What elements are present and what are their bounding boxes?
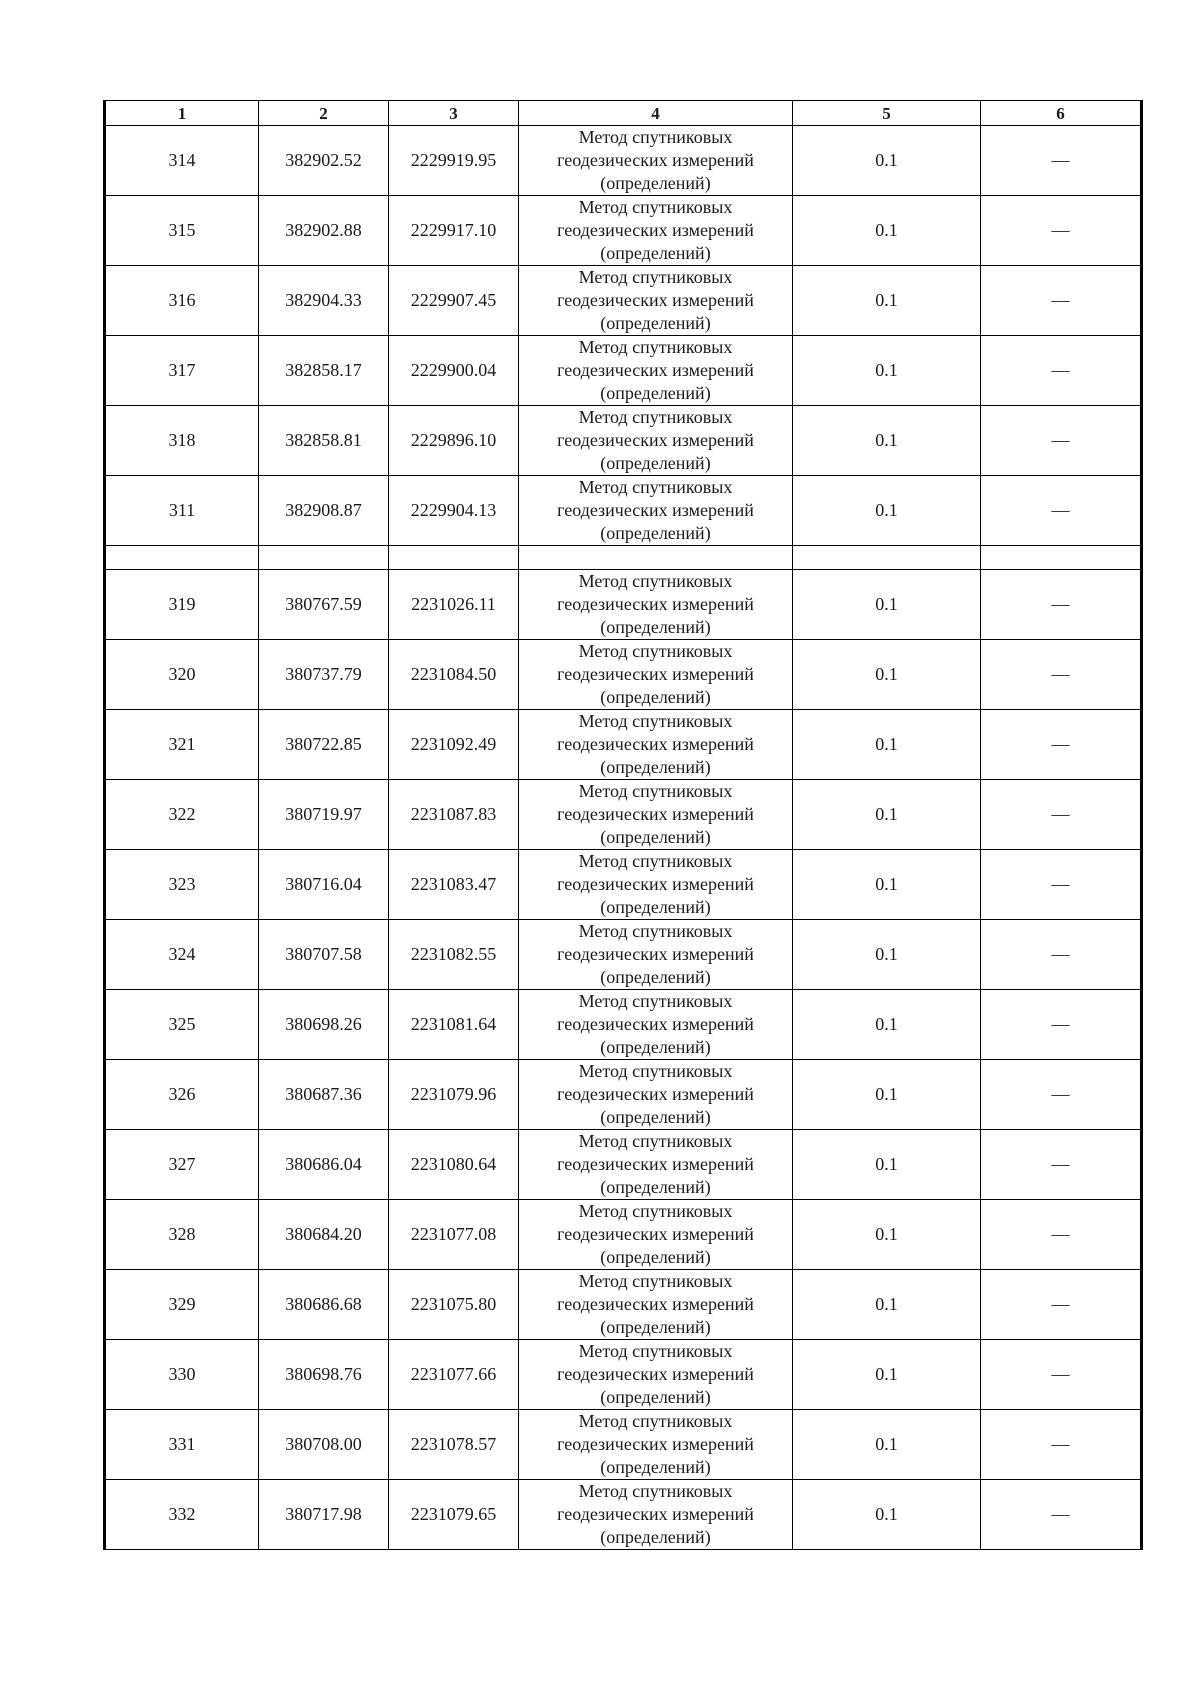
note-cell: — bbox=[981, 780, 1142, 850]
y-coordinate-cell: 2231078.57 bbox=[389, 1410, 519, 1480]
y-coordinate-cell: 2229900.04 bbox=[389, 336, 519, 406]
method-line: (определений) bbox=[600, 897, 711, 917]
method-line: геодезических измерений bbox=[557, 1224, 754, 1244]
point-number-cell: 325 bbox=[105, 990, 259, 1060]
precision-cell: 0.1 bbox=[793, 920, 981, 990]
column-header-2: 2 bbox=[259, 101, 389, 126]
precision-cell: 0.1 bbox=[793, 1060, 981, 1130]
point-number-cell: 328 bbox=[105, 1200, 259, 1270]
precision-cell: 0.1 bbox=[793, 266, 981, 336]
method-line: Метод спутниковых bbox=[578, 1201, 733, 1221]
table-row bbox=[105, 406, 1142, 476]
table-row bbox=[105, 1270, 1142, 1340]
method-line: (определений) bbox=[600, 1037, 711, 1057]
note-cell: — bbox=[981, 476, 1142, 546]
precision-cell: 0.1 bbox=[793, 1410, 981, 1480]
method-line: (определений) bbox=[600, 1317, 711, 1337]
method-line: (определений) bbox=[600, 523, 711, 543]
y-coordinate-cell: 2231077.66 bbox=[389, 1340, 519, 1410]
precision-cell: 0.1 bbox=[793, 406, 981, 476]
method-line: геодезических измерений bbox=[557, 1364, 754, 1384]
method-line: (определений) bbox=[600, 757, 711, 777]
x-coordinate-cell: 380737.79 bbox=[259, 640, 389, 710]
method-line: геодезических измерений bbox=[557, 1014, 754, 1034]
point-number-cell: 323 bbox=[105, 850, 259, 920]
method-line: (определений) bbox=[600, 617, 711, 637]
precision-cell: 0.1 bbox=[793, 336, 981, 406]
method-line: Метод спутниковых bbox=[578, 197, 733, 217]
precision-cell: 0.1 bbox=[793, 1200, 981, 1270]
method-line: Метод спутниковых bbox=[578, 781, 733, 801]
table-row bbox=[105, 990, 1142, 1060]
method-line: (определений) bbox=[600, 173, 711, 193]
method-line: геодезических измерений bbox=[557, 664, 754, 684]
y-coordinate-cell: 2231079.96 bbox=[389, 1060, 519, 1130]
column-header-3: 3 bbox=[389, 101, 519, 126]
note-cell: — bbox=[981, 1340, 1142, 1410]
method-cell bbox=[519, 1340, 793, 1410]
table-row bbox=[105, 196, 1142, 266]
note-cell: — bbox=[981, 1130, 1142, 1200]
table-row bbox=[105, 1130, 1142, 1200]
method-cell bbox=[519, 1130, 793, 1200]
table-row bbox=[105, 476, 1142, 546]
method-line: (определений) bbox=[600, 1527, 711, 1547]
table-row bbox=[105, 1480, 1142, 1550]
table-body bbox=[105, 126, 1142, 1550]
method-cell bbox=[519, 336, 793, 406]
method-cell bbox=[519, 406, 793, 476]
y-coordinate-cell: 2231075.80 bbox=[389, 1270, 519, 1340]
x-coordinate-cell: 382858.81 bbox=[259, 406, 389, 476]
point-number-cell: 314 bbox=[105, 126, 259, 196]
point-number-cell: 320 bbox=[105, 640, 259, 710]
precision-cell: 0.1 bbox=[793, 126, 981, 196]
method-line: геодезических измерений bbox=[557, 804, 754, 824]
method-line: Метод спутниковых bbox=[578, 921, 733, 941]
y-coordinate-cell: 2231087.83 bbox=[389, 780, 519, 850]
point-number-cell: 324 bbox=[105, 920, 259, 990]
x-coordinate-cell: 380767.59 bbox=[259, 570, 389, 640]
x-coordinate-cell: 380686.68 bbox=[259, 1270, 389, 1340]
x-coordinate-cell: 380707.58 bbox=[259, 920, 389, 990]
empty-cell bbox=[981, 546, 1142, 570]
x-coordinate-cell: 380698.26 bbox=[259, 990, 389, 1060]
column-header-5: 5 bbox=[793, 101, 981, 126]
method-line: геодезических измерений bbox=[557, 1294, 754, 1314]
table-row bbox=[105, 1060, 1142, 1130]
x-coordinate-cell: 380698.76 bbox=[259, 1340, 389, 1410]
x-coordinate-cell: 382902.52 bbox=[259, 126, 389, 196]
method-line: Метод спутниковых bbox=[578, 1341, 733, 1361]
precision-cell: 0.1 bbox=[793, 1130, 981, 1200]
method-cell bbox=[519, 1060, 793, 1130]
point-number-cell: 329 bbox=[105, 1270, 259, 1340]
column-header-1: 1 bbox=[105, 101, 259, 126]
y-coordinate-cell: 2231084.50 bbox=[389, 640, 519, 710]
note-cell: — bbox=[981, 710, 1142, 780]
x-coordinate-cell: 380684.20 bbox=[259, 1200, 389, 1270]
point-number-cell: 316 bbox=[105, 266, 259, 336]
empty-cell bbox=[793, 546, 981, 570]
method-line: геодезических измерений bbox=[557, 1504, 754, 1524]
method-line: Метод спутниковых bbox=[578, 1061, 733, 1081]
y-coordinate-cell: 2231079.65 bbox=[389, 1480, 519, 1550]
method-line: геодезических измерений bbox=[557, 944, 754, 964]
point-number-cell: 321 bbox=[105, 710, 259, 780]
method-line: Метод спутниковых bbox=[578, 1131, 733, 1151]
note-cell: — bbox=[981, 990, 1142, 1060]
table-spacer-row bbox=[105, 546, 1142, 570]
method-line: геодезических измерений bbox=[557, 290, 754, 310]
method-cell bbox=[519, 990, 793, 1060]
note-cell: — bbox=[981, 336, 1142, 406]
header-row bbox=[105, 101, 1142, 126]
coordinates-table bbox=[103, 100, 1143, 1550]
precision-cell: 0.1 bbox=[793, 850, 981, 920]
method-cell bbox=[519, 710, 793, 780]
note-cell: — bbox=[981, 1410, 1142, 1480]
method-cell bbox=[519, 1270, 793, 1340]
precision-cell: 0.1 bbox=[793, 1480, 981, 1550]
method-cell bbox=[519, 266, 793, 336]
method-line: Метод спутниковых bbox=[578, 1271, 733, 1291]
y-coordinate-cell: 2229917.10 bbox=[389, 196, 519, 266]
table-row bbox=[105, 126, 1142, 196]
y-coordinate-cell: 2229907.45 bbox=[389, 266, 519, 336]
method-line: (определений) bbox=[600, 1247, 711, 1267]
table-row bbox=[105, 920, 1142, 990]
method-line: геодезических измерений bbox=[557, 734, 754, 754]
method-line: (определений) bbox=[600, 967, 711, 987]
point-number-cell: 331 bbox=[105, 1410, 259, 1480]
y-coordinate-cell: 2231077.08 bbox=[389, 1200, 519, 1270]
method-line: геодезических измерений bbox=[557, 220, 754, 240]
precision-cell: 0.1 bbox=[793, 640, 981, 710]
point-number-cell: 318 bbox=[105, 406, 259, 476]
precision-cell: 0.1 bbox=[793, 710, 981, 780]
method-line: Метод спутниковых bbox=[578, 407, 733, 427]
method-line: геодезических измерений bbox=[557, 1154, 754, 1174]
method-cell bbox=[519, 850, 793, 920]
method-line: Метод спутниковых bbox=[578, 641, 733, 661]
method-line: Метод спутниковых bbox=[578, 711, 733, 731]
table-row bbox=[105, 570, 1142, 640]
note-cell: — bbox=[981, 1480, 1142, 1550]
precision-cell: 0.1 bbox=[793, 780, 981, 850]
method-cell bbox=[519, 1410, 793, 1480]
x-coordinate-cell: 382902.88 bbox=[259, 196, 389, 266]
point-number-cell: 326 bbox=[105, 1060, 259, 1130]
method-line: Метод спутниковых bbox=[578, 477, 733, 497]
method-cell bbox=[519, 126, 793, 196]
method-cell bbox=[519, 640, 793, 710]
table-row bbox=[105, 1200, 1142, 1270]
y-coordinate-cell: 2231080.64 bbox=[389, 1130, 519, 1200]
method-line: геодезических измерений bbox=[557, 594, 754, 614]
note-cell: — bbox=[981, 126, 1142, 196]
note-cell: — bbox=[981, 570, 1142, 640]
y-coordinate-cell: 2231026.11 bbox=[389, 570, 519, 640]
empty-cell bbox=[259, 546, 389, 570]
y-coordinate-cell: 2229919.95 bbox=[389, 126, 519, 196]
method-line: геодезических измерений bbox=[557, 1434, 754, 1454]
method-line: Метод спутниковых bbox=[578, 851, 733, 871]
method-line: (определений) bbox=[600, 1107, 711, 1127]
method-line: (определений) bbox=[600, 1387, 711, 1407]
method-cell bbox=[519, 570, 793, 640]
point-number-cell: 327 bbox=[105, 1130, 259, 1200]
method-line: Метод спутниковых bbox=[578, 1411, 733, 1431]
x-coordinate-cell: 380687.36 bbox=[259, 1060, 389, 1130]
empty-cell bbox=[105, 546, 259, 570]
method-line: (определений) bbox=[600, 453, 711, 473]
method-line: геодезических измерений bbox=[557, 360, 754, 380]
x-coordinate-cell: 380722.85 bbox=[259, 710, 389, 780]
point-number-cell: 322 bbox=[105, 780, 259, 850]
point-number-cell: 319 bbox=[105, 570, 259, 640]
note-cell: — bbox=[981, 1060, 1142, 1130]
x-coordinate-cell: 380708.00 bbox=[259, 1410, 389, 1480]
point-number-cell: 317 bbox=[105, 336, 259, 406]
x-coordinate-cell: 380719.97 bbox=[259, 780, 389, 850]
note-cell: — bbox=[981, 266, 1142, 336]
method-line: Метод спутниковых bbox=[578, 571, 733, 591]
method-cell bbox=[519, 1480, 793, 1550]
table-row bbox=[105, 266, 1142, 336]
table-row bbox=[105, 780, 1142, 850]
point-number-cell: 311 bbox=[105, 476, 259, 546]
precision-cell: 0.1 bbox=[793, 196, 981, 266]
method-line: геодезических измерений bbox=[557, 1084, 754, 1104]
table-row bbox=[105, 1340, 1142, 1410]
column-header-6: 6 bbox=[981, 101, 1142, 126]
note-cell: — bbox=[981, 640, 1142, 710]
point-number-cell: 315 bbox=[105, 196, 259, 266]
y-coordinate-cell: 2231092.49 bbox=[389, 710, 519, 780]
note-cell: — bbox=[981, 196, 1142, 266]
note-cell: — bbox=[981, 1270, 1142, 1340]
table-row bbox=[105, 710, 1142, 780]
method-line: (определений) bbox=[600, 1457, 711, 1477]
method-line: (определений) bbox=[600, 243, 711, 263]
method-line: геодезических измерений bbox=[557, 430, 754, 450]
point-number-cell: 332 bbox=[105, 1480, 259, 1550]
method-line: Метод спутниковых bbox=[578, 337, 733, 357]
method-cell bbox=[519, 1200, 793, 1270]
precision-cell: 0.1 bbox=[793, 1340, 981, 1410]
table-row bbox=[105, 850, 1142, 920]
note-cell: — bbox=[981, 1200, 1142, 1270]
method-line: (определений) bbox=[600, 313, 711, 333]
note-cell: — bbox=[981, 406, 1142, 476]
method-line: (определений) bbox=[600, 1177, 711, 1197]
method-line: Метод спутниковых bbox=[578, 267, 733, 287]
y-coordinate-cell: 2231081.64 bbox=[389, 990, 519, 1060]
table-row bbox=[105, 640, 1142, 710]
method-line: Метод спутниковых bbox=[578, 127, 733, 147]
method-line: Метод спутниковых bbox=[578, 1481, 733, 1501]
method-line: геодезических измерений bbox=[557, 500, 754, 520]
empty-cell bbox=[389, 546, 519, 570]
point-number-cell: 330 bbox=[105, 1340, 259, 1410]
method-cell bbox=[519, 476, 793, 546]
method-cell bbox=[519, 780, 793, 850]
method-line: (определений) bbox=[600, 827, 711, 847]
precision-cell: 0.1 bbox=[793, 476, 981, 546]
method-line: (определений) bbox=[600, 383, 711, 403]
method-line: Метод спутниковых bbox=[578, 991, 733, 1011]
empty-cell bbox=[519, 546, 793, 570]
y-coordinate-cell: 2231082.55 bbox=[389, 920, 519, 990]
x-coordinate-cell: 382858.17 bbox=[259, 336, 389, 406]
x-coordinate-cell: 380717.98 bbox=[259, 1480, 389, 1550]
y-coordinate-cell: 2229904.13 bbox=[389, 476, 519, 546]
x-coordinate-cell: 382904.33 bbox=[259, 266, 389, 336]
precision-cell: 0.1 bbox=[793, 1270, 981, 1340]
column-header-4: 4 bbox=[519, 101, 793, 126]
y-coordinate-cell: 2229896.10 bbox=[389, 406, 519, 476]
precision-cell: 0.1 bbox=[793, 990, 981, 1060]
method-line: геодезических измерений bbox=[557, 874, 754, 894]
table-row bbox=[105, 1410, 1142, 1480]
method-line: (определений) bbox=[600, 687, 711, 707]
method-cell bbox=[519, 196, 793, 266]
precision-cell: 0.1 bbox=[793, 570, 981, 640]
method-line: геодезических измерений bbox=[557, 150, 754, 170]
note-cell: — bbox=[981, 850, 1142, 920]
x-coordinate-cell: 380686.04 bbox=[259, 1130, 389, 1200]
x-coordinate-cell: 382908.87 bbox=[259, 476, 389, 546]
x-coordinate-cell: 380716.04 bbox=[259, 850, 389, 920]
note-cell: — bbox=[981, 920, 1142, 990]
method-cell bbox=[519, 920, 793, 990]
table-row bbox=[105, 336, 1142, 406]
y-coordinate-cell: 2231083.47 bbox=[389, 850, 519, 920]
